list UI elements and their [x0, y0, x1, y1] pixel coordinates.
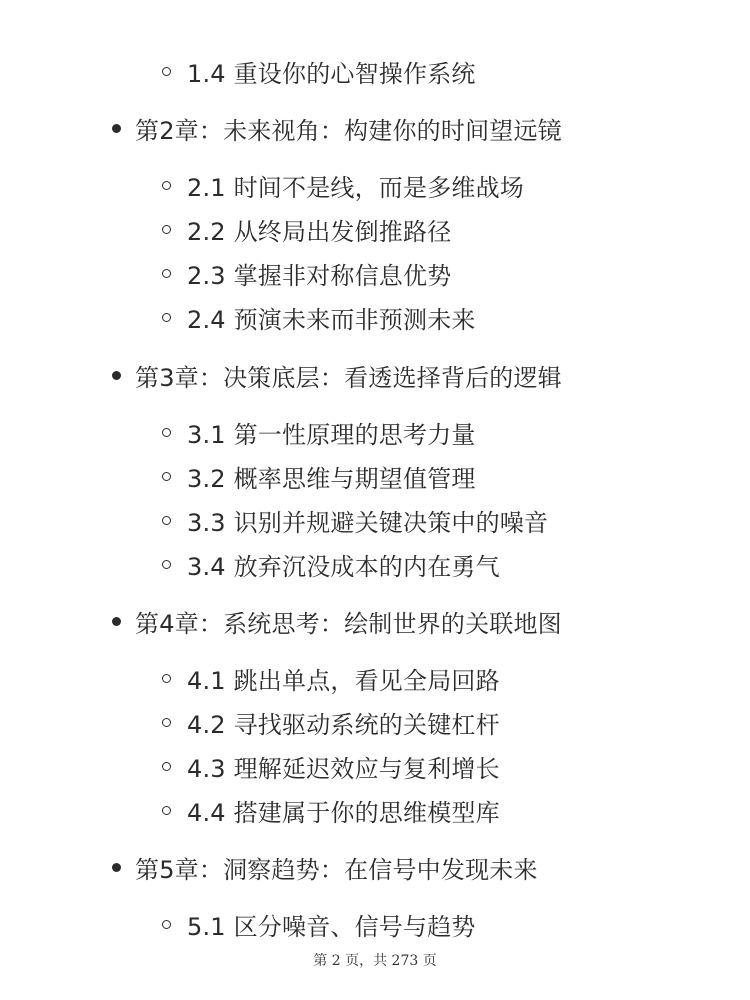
toc-section-4-4[interactable] — [0, 790, 750, 830]
toc-item-label: 2.2 从终局出发倒推路径 — [187, 217, 452, 246]
toc-section-2-3[interactable] — [0, 253, 750, 293]
toc-item-label: 2.1 时间不是线，而是多维战场 — [187, 173, 524, 202]
toc-item-label: 2.4 预演未来而非预测未来 — [187, 305, 476, 334]
toc-section-3-3[interactable] — [0, 500, 750, 540]
toc-item-label: 第4章：系统思考：绘制世界的关联地图 — [135, 609, 562, 638]
toc-section-4-1[interactable] — [0, 658, 750, 698]
toc-section-2-2[interactable] — [0, 209, 750, 249]
filled-bullet-icon — [112, 617, 121, 626]
toc-section-3-1[interactable] — [0, 412, 750, 452]
hollow-bullet-icon — [162, 718, 171, 727]
toc-section-4-3[interactable] — [0, 746, 750, 786]
toc-item-label: 3.3 识别并规避关键决策中的噪音 — [187, 508, 549, 537]
toc-section-5-1[interactable] — [0, 904, 750, 944]
hollow-bullet-icon — [162, 67, 171, 76]
toc-section-3-4[interactable] — [0, 544, 750, 584]
toc-item-label: 第5章：洞察趋势：在信号中发现未来 — [135, 855, 538, 884]
toc-item-label: 4.1 跳出单点，看见全局回路 — [187, 666, 500, 695]
toc-section-2-1[interactable] — [0, 165, 750, 205]
filled-bullet-icon — [112, 371, 121, 380]
toc-item-label: 2.3 掌握非对称信息优势 — [187, 261, 452, 290]
toc-item-label: 3.4 放弃沉没成本的内在勇气 — [187, 552, 500, 581]
hollow-bullet-icon — [162, 428, 171, 437]
hollow-bullet-icon — [162, 806, 171, 815]
toc-item-label: 第3章：决策底层：看透选择背后的逻辑 — [135, 363, 562, 392]
filled-bullet-icon — [112, 863, 121, 872]
hollow-bullet-icon — [162, 516, 171, 525]
hollow-bullet-icon — [162, 225, 171, 234]
toc-section-3-2[interactable] — [0, 456, 750, 496]
filled-bullet-icon — [112, 124, 121, 133]
page-indicator: 第 2 页，共 273 页 — [313, 953, 437, 969]
hollow-bullet-icon — [162, 920, 171, 929]
toc-item-label: 3.2 概率思维与期望值管理 — [187, 464, 476, 493]
toc-item-label: 5.1 区分噪音、信号与趋势 — [187, 912, 476, 941]
toc-item-label: 4.2 寻找驱动系统的关键杠杆 — [187, 710, 500, 739]
toc-item-label: 4.4 搭建属于你的思维模型库 — [187, 798, 500, 827]
toc-chapter-5[interactable] — [0, 847, 750, 887]
hollow-bullet-icon — [162, 560, 171, 569]
toc-item-label: 4.3 理解延迟效应与复利增长 — [187, 754, 500, 783]
hollow-bullet-icon — [162, 762, 171, 771]
toc-item-label: 3.1 第一性原理的思考力量 — [187, 420, 476, 449]
toc-item-label: 1.4 重设你的心智操作系统 — [187, 59, 476, 88]
toc-chapter-3[interactable] — [0, 355, 750, 395]
toc-chapter-2[interactable] — [0, 108, 750, 148]
hollow-bullet-icon — [162, 472, 171, 481]
hollow-bullet-icon — [162, 269, 171, 278]
hollow-bullet-icon — [162, 313, 171, 322]
toc-section-2-4[interactable] — [0, 297, 750, 337]
toc-chapter-4[interactable] — [0, 601, 750, 641]
toc-item-label: 第2章：未来视角：构建你的时间望远镜 — [135, 116, 562, 145]
toc-section-4-2[interactable] — [0, 702, 750, 742]
hollow-bullet-icon — [162, 181, 171, 190]
hollow-bullet-icon — [162, 674, 171, 683]
toc-section-1-4[interactable] — [0, 51, 750, 91]
